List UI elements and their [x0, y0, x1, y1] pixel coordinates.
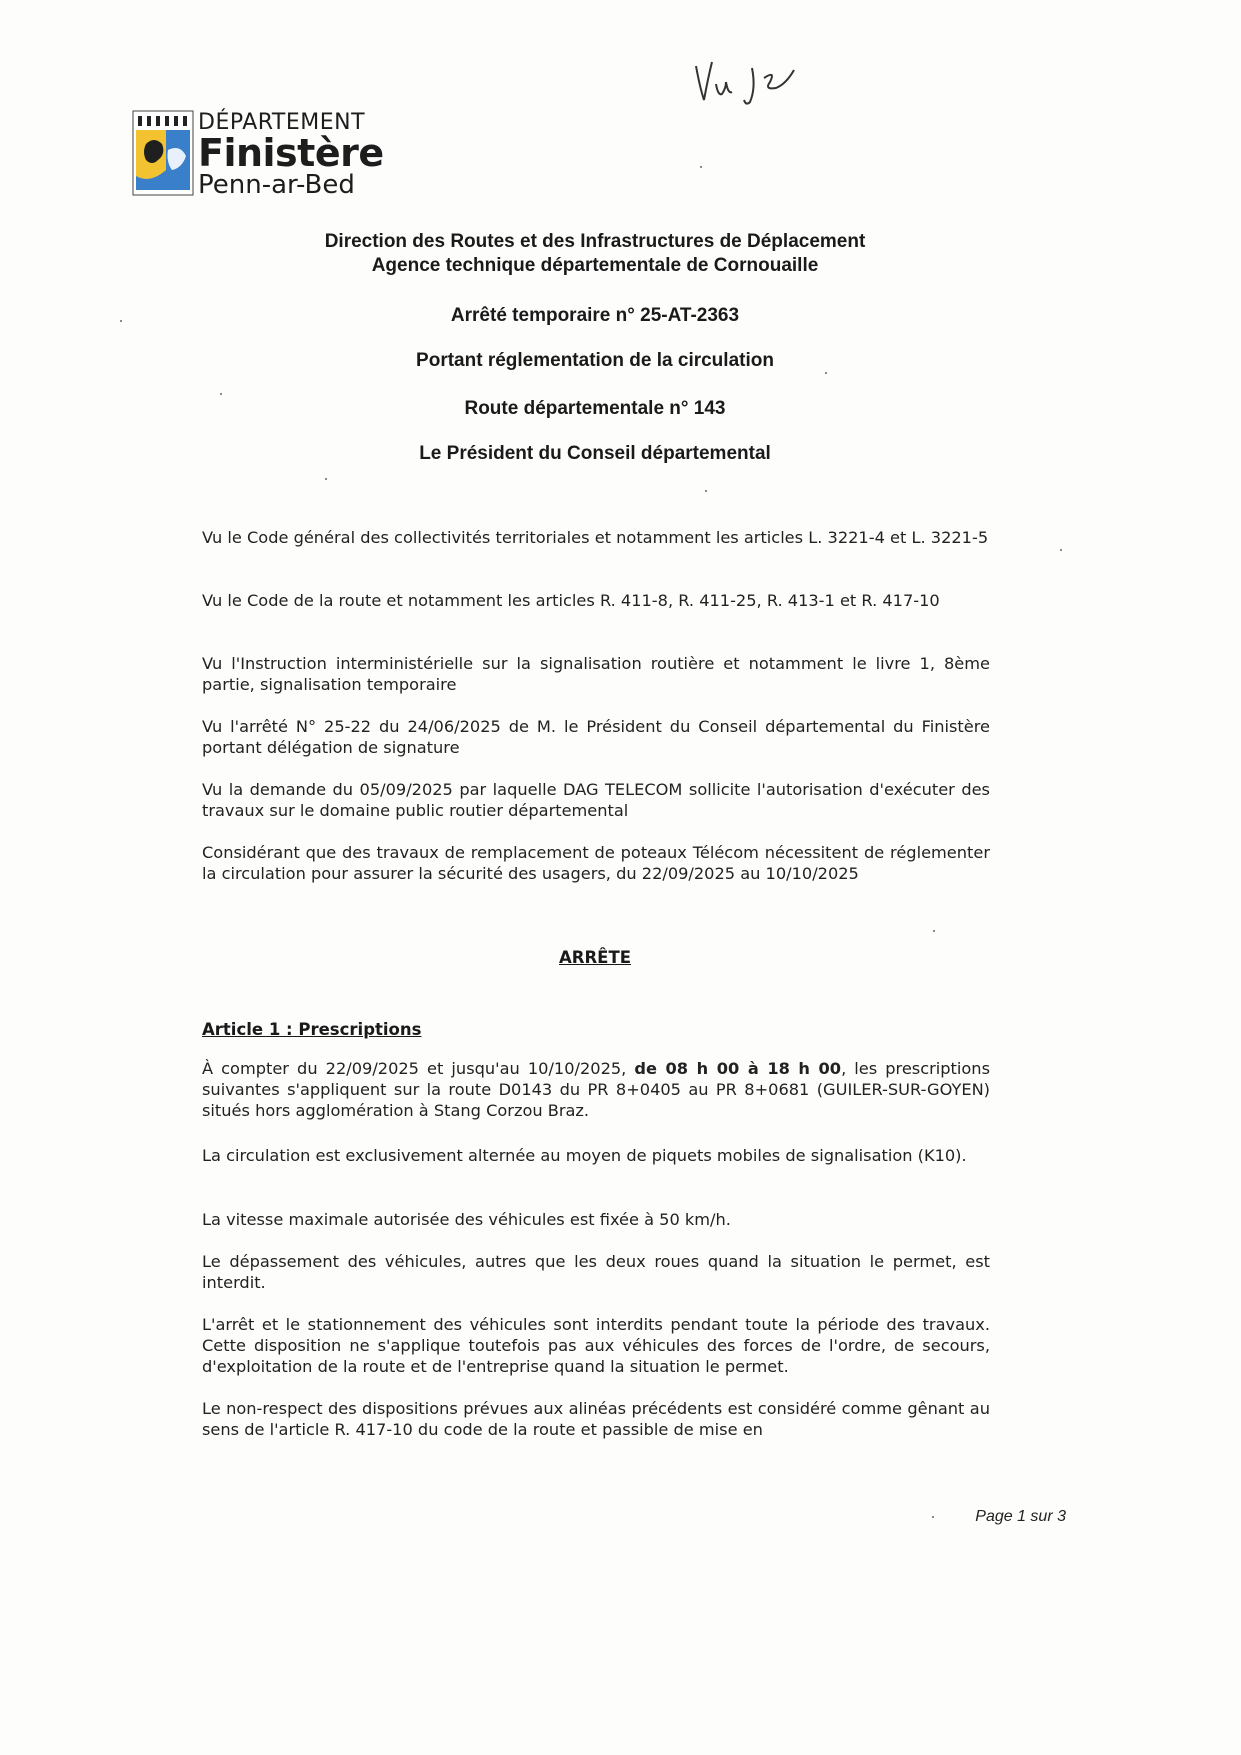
article-1-paragraph: La vitesse maximale autorisée des véhicules est fixée à 50 km/h.	[202, 1210, 731, 1229]
considerant-paragraph: Considérant que des travaux de remplacement de poteaux Télécom nécessitent de réglementer la circulation pour assurer la sécurité des usagers, du 22/09/2025 au 10/10/2025	[202, 843, 990, 883]
handwritten-annotation	[690, 48, 810, 108]
handwritten-note-text: Vu je	[690, 48, 693, 49]
visa-paragraph: Vu l'Instruction interministérielle sur la signalisation routière et notamment le livre 1, 8ème partie, signalisation temporaire	[202, 654, 990, 694]
scan-speck	[700, 166, 702, 168]
article-1-paragraph: L'arrêt et le stationnement des véhicules sont interdits pendant toute la période des travaux. Cette disposition ne s'applique toutefois pas aux véhicules des forces de l'ordre, de secours, d'exploitation de la route et de l'entreprise quand la situation le permet.	[202, 1315, 990, 1376]
issuing-authority: Le Président du Conseil départemental	[419, 443, 771, 464]
scan-speck	[220, 393, 222, 395]
article-1-title: Article 1 : Prescriptions	[202, 1020, 422, 1039]
article-1-paragraph: La circulation est exclusivement alternée au moyen de piquets mobiles de signalisation (K10).	[202, 1146, 967, 1165]
article-1-paragraph: Le non-respect des dispositions prévues aux alinéas précédents est considéré comme gênant au sens de l'article R. 417-10 du code de la route et passible de mise en	[202, 1399, 990, 1439]
scan-speck	[1060, 549, 1062, 551]
arrete-title: ARRÊTE	[559, 948, 631, 967]
scan-speck	[325, 478, 327, 480]
article-1-paragraph: Le dépassement des véhicules, autres que les deux roues quand la situation le permet, est interdit.	[202, 1252, 990, 1292]
page-number: Page 1 sur 3	[975, 1508, 1066, 1525]
logo-department-label: DÉPARTEMENT	[198, 110, 366, 135]
header-direction: Direction des Routes et des Infrastructures de Déplacement	[324, 231, 866, 252]
logo-breton-name: Penn-ar-Bed	[198, 170, 355, 200]
scan-speck	[120, 320, 122, 322]
header-direction-block	[200, 230, 990, 278]
scan-speck	[705, 490, 707, 492]
scan-speck	[932, 1516, 934, 1518]
time-range: de 08 h 00 à 18 h 00	[634, 1059, 842, 1078]
logo-department-name: Finistère	[198, 131, 384, 175]
visa-paragraph: Vu la demande du 05/09/2025 par laquelle DAG TELECOM sollicite l'autorisation d'exécuter des travaux sur le domaine public routier départemental	[202, 780, 990, 820]
road-designation: Route départementale n° 143	[464, 398, 726, 419]
visa-paragraph: Vu le Code de la route et notamment les articles R. 411-8, R. 411-25, R. 413-1 et R. 417-10	[202, 591, 940, 610]
visa-paragraph: Vu l'arrêté N° 25-22 du 24/06/2025 de M. le Président du Conseil départemental du Finistère portant délégation de signature	[202, 717, 990, 757]
scan-speck	[933, 930, 935, 932]
department-logo	[132, 110, 392, 202]
order-subject: Portant réglementation de la circulation	[416, 350, 774, 371]
logo-wordmark	[198, 110, 384, 199]
order-number: Arrêté temporaire n° 25-AT-2363	[450, 305, 740, 326]
scan-speck	[825, 372, 827, 374]
header-agency: Agence technique départementale de Cornouaille	[371, 255, 819, 276]
finistere-crest-icon	[132, 110, 194, 196]
article-1-intro: À compter du 22/09/2025 et jusqu'au 10/10/2025, de 08 h 00 à 18 h 00, les prescriptions suivantes s'appliquent sur la route D0143 du PR 8+0405 au PR 8+0681 (GUILER-SUR-GOYEN) situés hors agglomération à Stang Corzou Braz.	[202, 1059, 990, 1120]
visa-paragraph: Vu le Code général des collectivités territoriales et notamment les articles L. 3221-4 et L. 3221-5	[202, 528, 989, 547]
